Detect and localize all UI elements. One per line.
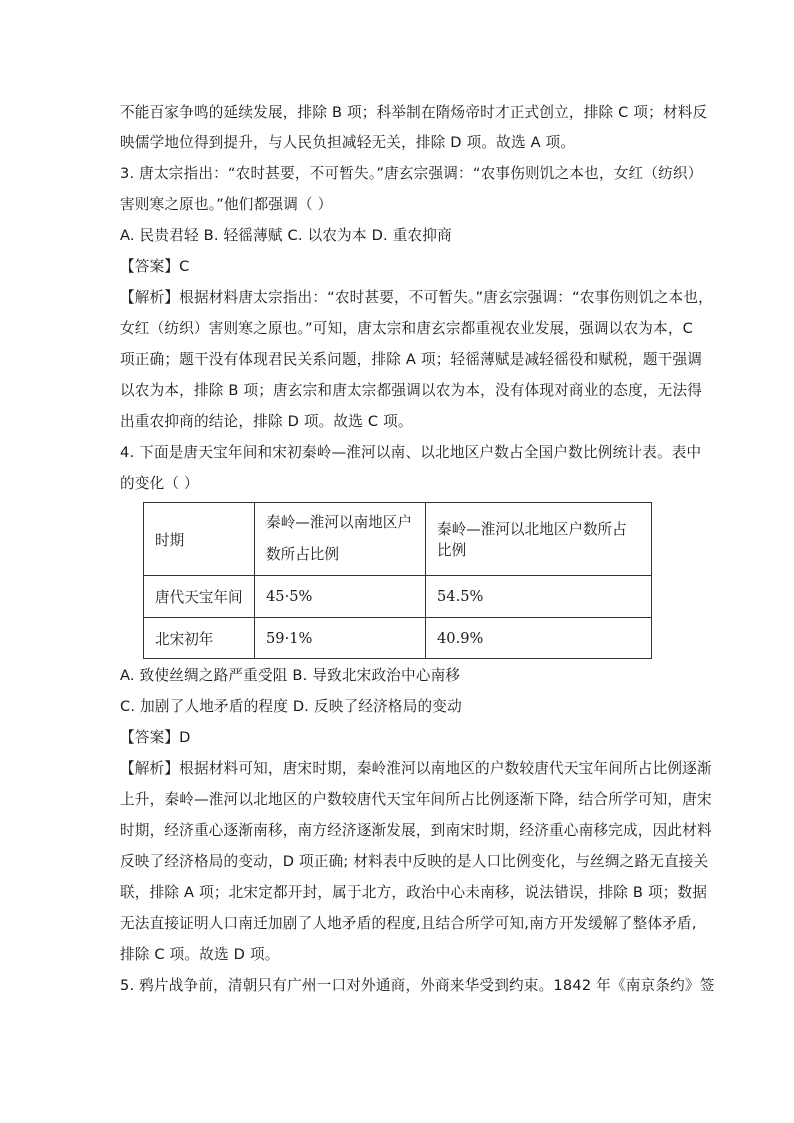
q3-analysis-line-1: 【解析】根据材料唐太宗指出：“农时甚要，不可暂失。”唐玄宗强调：“农事伤则饥之本也，	[120, 289, 713, 306]
prev-analysis-line-1: 不能百家争鸣的延续发展，排除 B 项；科举制在隋炀帝时才正式创立，排除 C 项；材料反	[120, 104, 708, 121]
q4-options-line-2: C. 加剧了人地矛盾的程度 D. 反映了经济格局的变动	[120, 698, 462, 715]
table-cell: 北宋初年	[144, 618, 255, 659]
table-cell: 54.5%	[426, 576, 652, 618]
q3-stem-line-1: 3. 唐太宗指出：“农时甚要，不可暂失。”唐玄宗强调：“农事伤则饥之本也，女红（纺织）	[120, 165, 703, 182]
q3-analysis-line-5: 出重农抑商的结论，排除 D 项。故选 C 项。	[120, 413, 413, 430]
q4-analysis-line-1: 【解析】根据材料可知，唐宋时期，秦岭淮河以南地区的户数较唐代天宝年间所占比例逐渐	[120, 760, 712, 777]
q4-analysis-line-4: 反映了经济格局的变动，D 项正确; 材料表中反映的是人口比例变化，与丝绸之路无直接关	[120, 853, 709, 870]
q3-analysis-line-2: 女红（纺织）害则寒之原也。”可知，唐太宗和唐玄宗都重视农业发展，强调以农为本，C	[120, 320, 694, 337]
table-header-text: 秦岭—淮河以南地区户数所占比例	[266, 514, 412, 563]
q3-stem-line-2: 害则寒之原也。”他们都强调（ ）	[120, 196, 333, 213]
q4-answer: 【答案】D	[120, 729, 191, 746]
table-header-row	[144, 503, 652, 576]
table-header-cell: 秦岭—淮河以北地区户数所占比例	[426, 503, 652, 576]
q5-stem-line-1: 5. 鸦片战争前，清朝只有广州一口对外通商，外商来华受到约束。1842 年《南京条约》签	[120, 977, 715, 994]
table-row	[144, 576, 652, 618]
q4-options-line-1: A. 致使丝绸之路严重受阻 B. 导致北宋政治中心南移	[120, 667, 461, 684]
q4-analysis-line-5: 联，排除 A 项；北宋定都开封，属于北方，政治中心未南移，说法错误，排除 B 项；数据	[120, 884, 708, 901]
q3-analysis-line-3: 项正确；题干没有体现君民关系问题，排除 A 项；轻徭薄赋是减轻徭役和赋税，题干强调	[120, 351, 703, 368]
q4-analysis-line-3: 时期，经济重心逐渐南移，南方经济逐渐发展，到南宋时期，经济重心南移完成，因此材料	[120, 822, 712, 839]
q3-options: A. 民贵君轻 B. 轻徭薄赋 C. 以农为本 D. 重农抑商	[120, 227, 452, 244]
q4-stem-line-2: 的变化（ ）	[120, 475, 199, 492]
q4-analysis-line-2: 上升，秦岭—淮河以北地区的户数较唐代天宝年间所占比例逐渐下降，结合所学可知，唐宋	[120, 791, 712, 808]
table-cell: 59·1%	[255, 618, 426, 659]
household-ratio-table	[143, 502, 652, 659]
table-cell: 唐代天宝年间	[144, 576, 255, 618]
table-cell: 45·5%	[255, 576, 426, 618]
table-row	[144, 618, 652, 659]
q4-stem-line-1: 4. 下面是唐天宝年间和宋初秦岭—淮河以南、以北地区户数占全国户数比例统计表。表中	[120, 444, 702, 461]
table-header-cell: 时期	[144, 503, 255, 576]
table-cell: 40.9%	[426, 618, 652, 659]
q3-analysis-line-4: 以农为本，排除 B 项；唐玄宗和唐太宗都强调以农为本，没有体现对商业的态度，无法得	[120, 382, 703, 399]
q3-answer: 【答案】C	[120, 258, 190, 275]
q4-analysis-line-6: 无法直接证明人口南迁加剧了人地矛盾的程度,且结合所学可知,南方开发缓解了整体矛盾,	[120, 915, 697, 932]
prev-analysis-line-2: 映儒学地位得到提升，与人民负担减轻无关，排除 D 项。故选 A 项。	[120, 134, 576, 151]
q4-analysis-line-7: 排除 C 项。故选 D 项。	[120, 946, 280, 963]
table-header-cell	[255, 503, 426, 576]
